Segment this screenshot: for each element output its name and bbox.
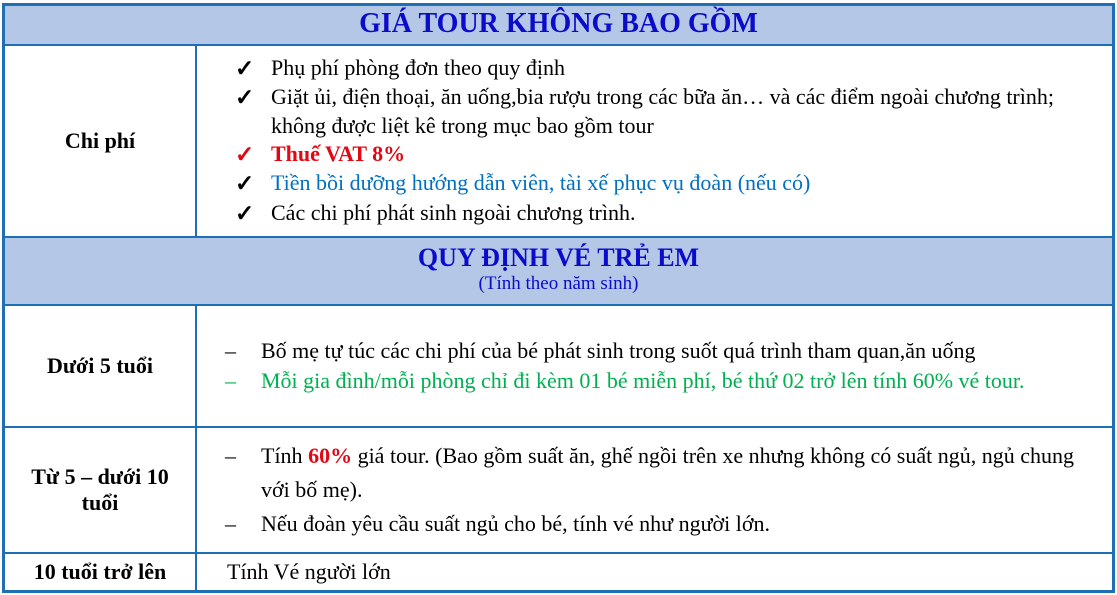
row-under-5-label: Dưới 5 tuổi	[5, 306, 197, 426]
policy-item-text: Bố mẹ tự túc các chi phí của bé phát sinh trong suốt quá trình tham quan,ăn uống	[261, 337, 976, 363]
policy-item-text-60pct	[261, 439, 1098, 507]
cost-items	[197, 46, 1112, 236]
row-over-10-text-cell	[197, 554, 1112, 590]
cost-item-text: Phụ phí phòng đơn theo quy định	[271, 55, 565, 80]
cost-label: Chi phí	[5, 46, 197, 236]
cost-item-text-tip: Tiền bồi dưỡng hướng dẫn viên, tài xế phục vụ đoàn (nếu có)	[271, 170, 811, 196]
row-5-to-10-items	[197, 428, 1112, 552]
row-5-to-10-label: Từ 5 – dưới 10 tuổi	[5, 428, 197, 552]
check-icon: ✓	[235, 171, 255, 197]
policy-item	[197, 337, 1098, 365]
child-policy-subtitle: (Tính theo năm sinh)	[478, 273, 639, 295]
row-under-5	[5, 304, 1112, 426]
dash-icon: –	[225, 442, 236, 468]
policy-item	[197, 507, 1098, 541]
cost-row	[5, 44, 1112, 236]
tour-pricing-table	[2, 3, 1115, 593]
dash-icon: –	[225, 511, 236, 537]
check-icon: ✓	[235, 56, 255, 81]
row-over-10-label: 10 tuổi trở lên	[5, 554, 197, 590]
child-policy-title: QUY ĐỊNH VÉ TRẺ EM	[417, 243, 700, 273]
cost-item	[197, 83, 1098, 139]
child-policy-header	[5, 236, 1112, 304]
row-over-10-text: Tính Vé người lớn	[227, 559, 391, 585]
cost-item-text: Giặt ủi, điện thoại, ăn uống,bia rượu trong các bữa ăn… và các điểm ngoài chương trình; không được liệt kê trong mục bao gồm tour	[271, 84, 1054, 138]
cost-item-vat	[197, 140, 1098, 169]
policy-item-60pct	[197, 439, 1098, 507]
policy-item-text-free-child: Mỗi gia đình/mỗi phòng chỉ đi kèm 01 bé miễn phí, bé thứ 02 trở lên tính 60% vé tour.	[261, 368, 1025, 394]
policy-item-free-child	[197, 367, 1098, 395]
cost-item-text-vat: Thuế VAT 8%	[271, 140, 406, 166]
not-included-header	[5, 6, 1112, 44]
not-included-title: GIÁ TOUR KHÔNG BAO GỒM	[359, 8, 758, 39]
cost-item-text: Các chi phí phát sinh ngoài chương trình.	[271, 199, 636, 225]
text-suffix: giá tour. (Bao gồm suất ăn, ghế ngồi trên xe nhưng không có suất ngủ, ngủ chung với bố mẹ).	[261, 442, 1074, 503]
row-5-to-10	[5, 426, 1112, 552]
dash-icon: –	[225, 337, 236, 363]
cost-item	[197, 199, 1098, 228]
dash-icon: –	[225, 368, 236, 394]
cost-item-tip	[197, 169, 1098, 198]
discount-percentage: 60%	[308, 442, 353, 468]
row-under-5-items	[197, 306, 1112, 426]
check-icon: ✓	[235, 200, 255, 226]
text-prefix: Tính	[261, 442, 309, 468]
check-icon: ✓	[235, 141, 255, 167]
check-icon: ✓	[235, 85, 255, 111]
cost-item	[197, 54, 1098, 83]
row-over-10	[5, 552, 1112, 590]
policy-item-text: Nếu đoàn yêu cầu suất ngủ cho bé, tính vé như người lớn.	[261, 511, 771, 537]
